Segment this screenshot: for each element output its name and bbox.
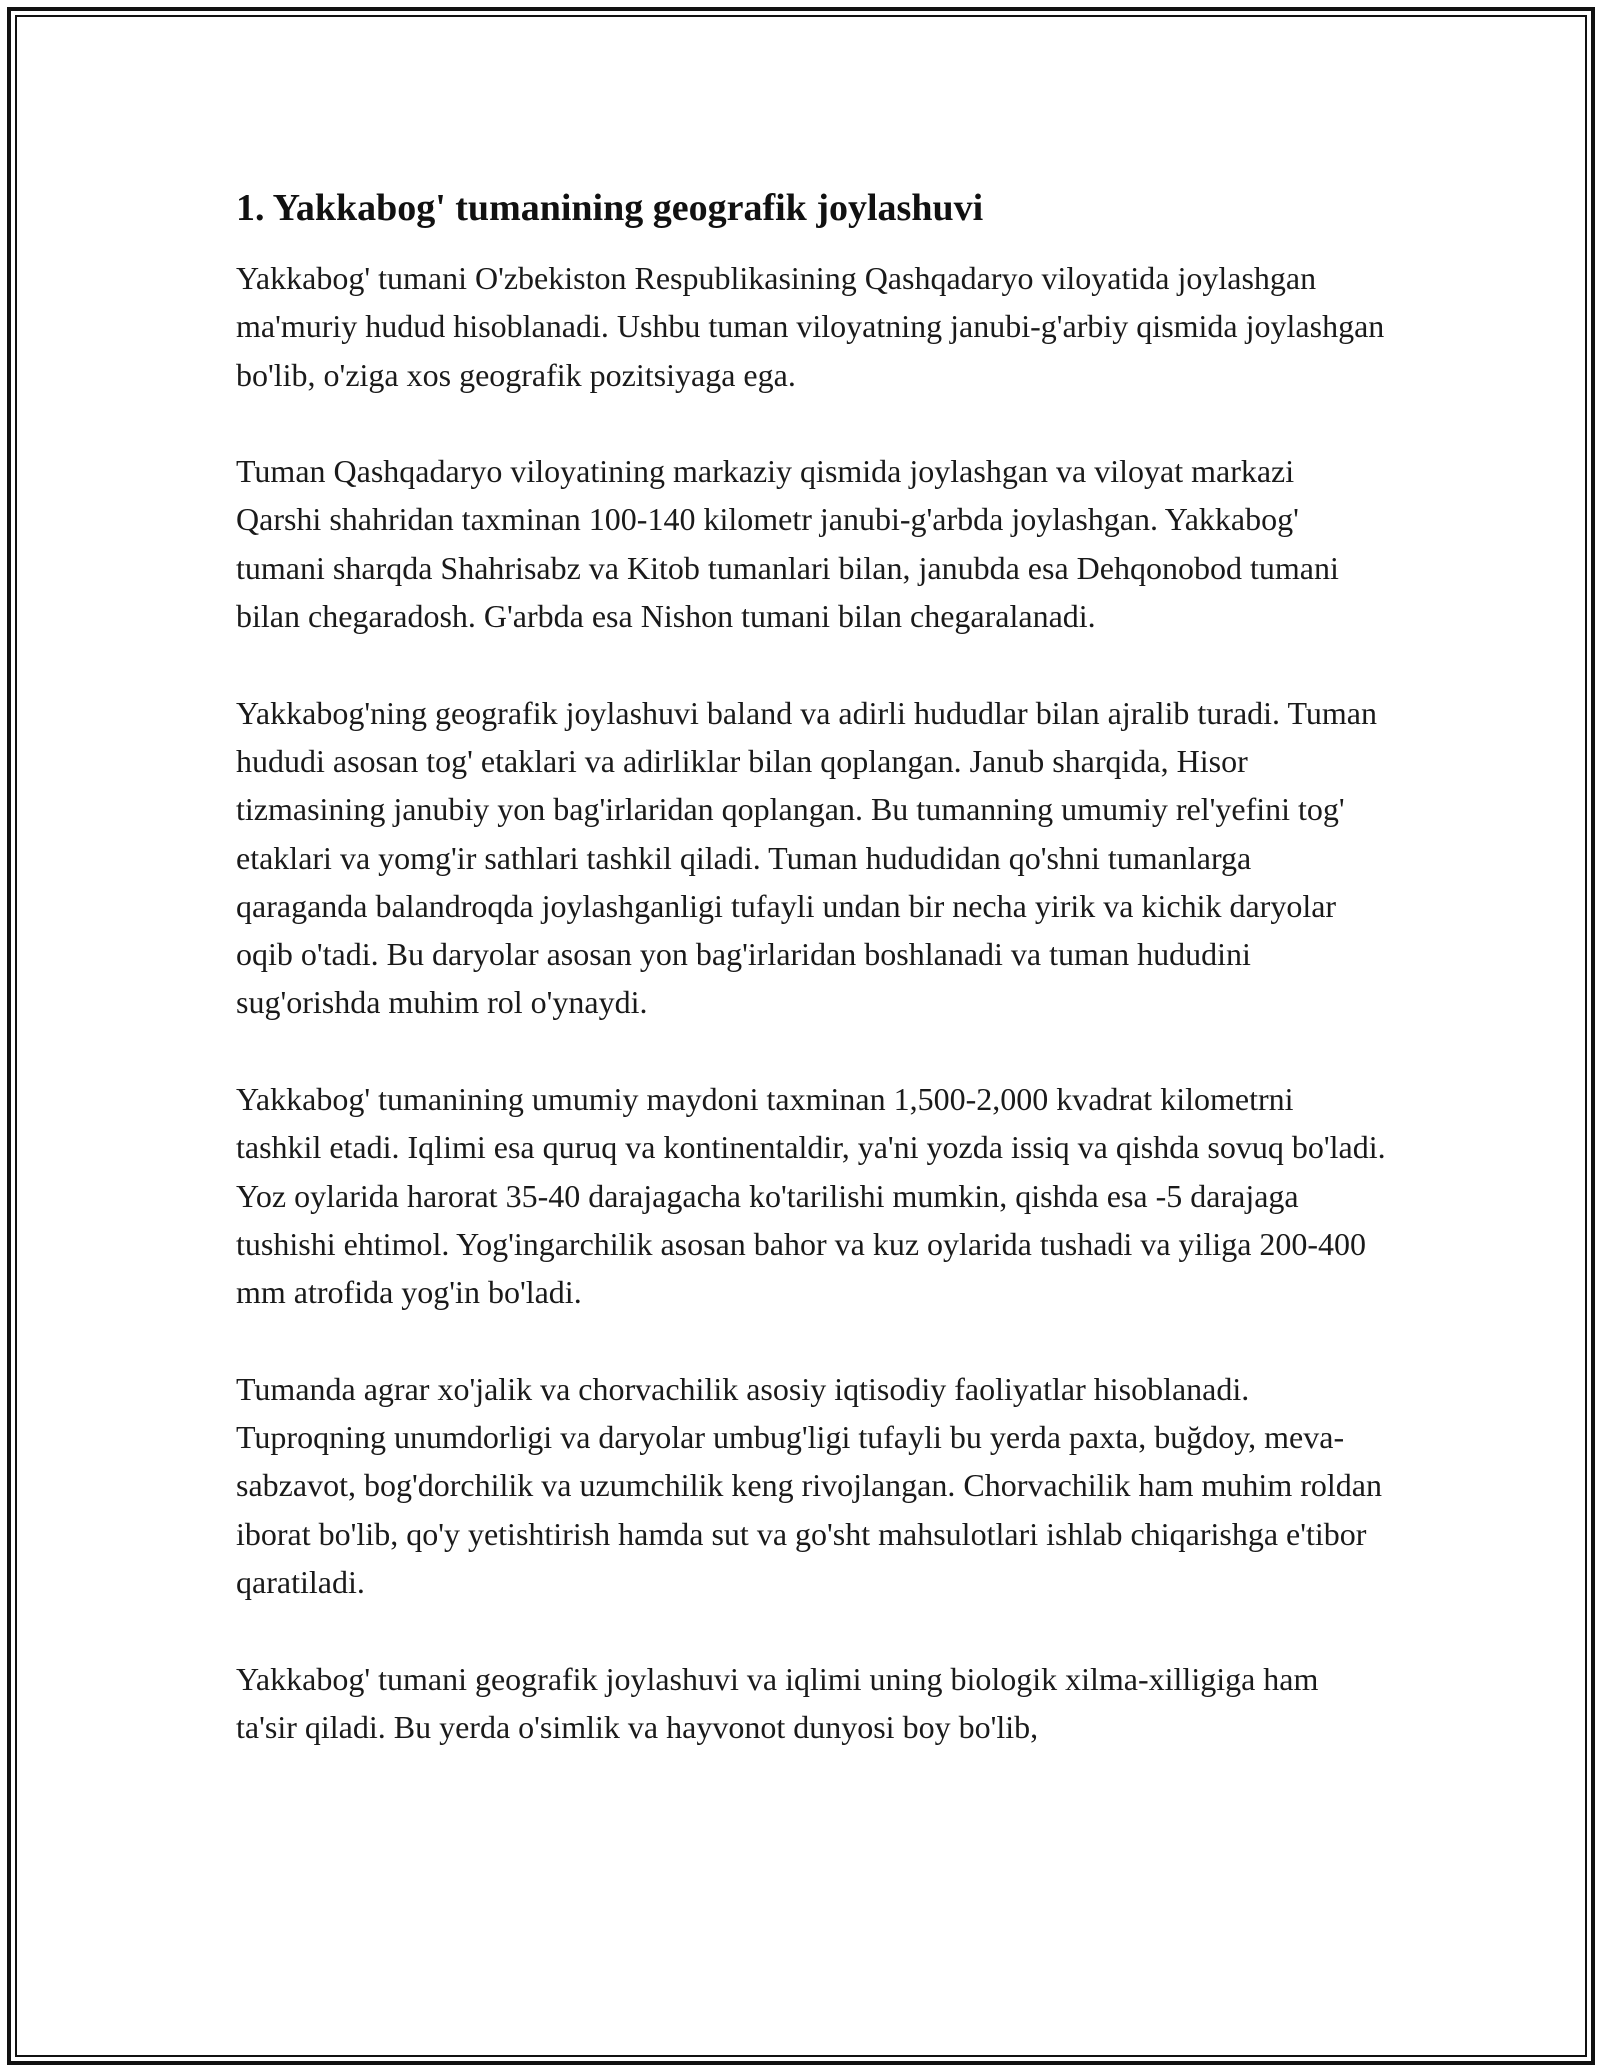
section-heading: 1. Yakkabog' tumanining geografik joylashuvi <box>236 187 984 229</box>
paragraph-6: Yakkabog' tumani geografik joylashuvi va iqlimi uning biologik xilma-xilligiga ham ta'sir qiladi. Bu yerda o'simlik va hayvonot dunyosi boy bo'lib, <box>236 1660 1319 1745</box>
paragraph-3: Yakkabog'ning geografik joylashuvi baland va adirli hududlar bilan ajralib turadi. Tuman hududi asosan tog' etaklari va adirliklar bilan qoplangan. Janub sharqida, Hisor tizmasining janubiy yon bag'irlaridan qoplangan. Bu tumanning umumiy rel'yefini tog' etaklari va yomg'ir sathlari tashkil qiladi. Tuman hududidan qo'shni tumanlarga qaraganda balandroqda joylashganligi tufayli undan bir necha yirik va kichik daryolar oqib o'tadi. Bu daryolar asosan yon bag'irlaridan boshlanadi va tuman hududini sug'orishda muhim rol o'ynaydi. <box>236 694 1377 1021</box>
document-body <box>236 184 1386 1800</box>
paragraph-2: Tuman Qashqadaryo viloyatining markaziy qismida joylashgan va viloyat markazi Qarshi shahridan taxminan 100-140 kilometr janubi-g'arbda joylashgan. Yakkabog' tumani sharqda Shahrisabz va Kitob tumanlari bilan, janubda esa Dehqonobod tumani bilan chegaradosh. G'arbda esa Nishon tumani bilan chegaralanadi. <box>236 453 1339 635</box>
paragraph-5: Tumanda agrar xo'jalik va chorvachilik asosiy iqtisodiy faoliyatlar hisoblanadi. Tuproqning unumdorligi va daryolar umbug'ligi tufayli bu yerda paxta, buğdoy, meva-sabzavot, bog'dorchilik va uzumchilik keng rivojlangan. Chorvachilik ham muhim roldan iborat bo'lib, qo'y yetishtirish hamda sut va go'sht mahsulotlari ishlab chiqarishga e'tibor qaratiladi. <box>236 1370 1382 1601</box>
paragraph-1: Yakkabog' tumani O'zbekiston Respublikasining Qashqadaryo viloyatida joylashgan ma'muriy hudud hisoblanadi. Ushbu tuman viloyatning janubi-g'arbiy qismida joylashgan bo'lib, o'ziga xos geografik pozitsiyaga ega. <box>236 260 1385 393</box>
paragraph-4: Yakkabog' tumanining umumiy maydoni taxminan 1,500-2,000 kvadrat kilometrni tashkil etadi. Iqlimi esa quruq va kontinentaldir, ya'ni yozda issiq va qishda sovuq bo'ladi. Yoz oylarida harorat 35-40 darajagacha ko'tarilishi mumkin, qishda esa -5 darajaga tushishi ehtimol. Yog'ingarchilik asosan bahor va kuz oylarida tushadi va yiliga 200-400 mm atrofida yog'in bo'ladi. <box>236 1081 1386 1311</box>
